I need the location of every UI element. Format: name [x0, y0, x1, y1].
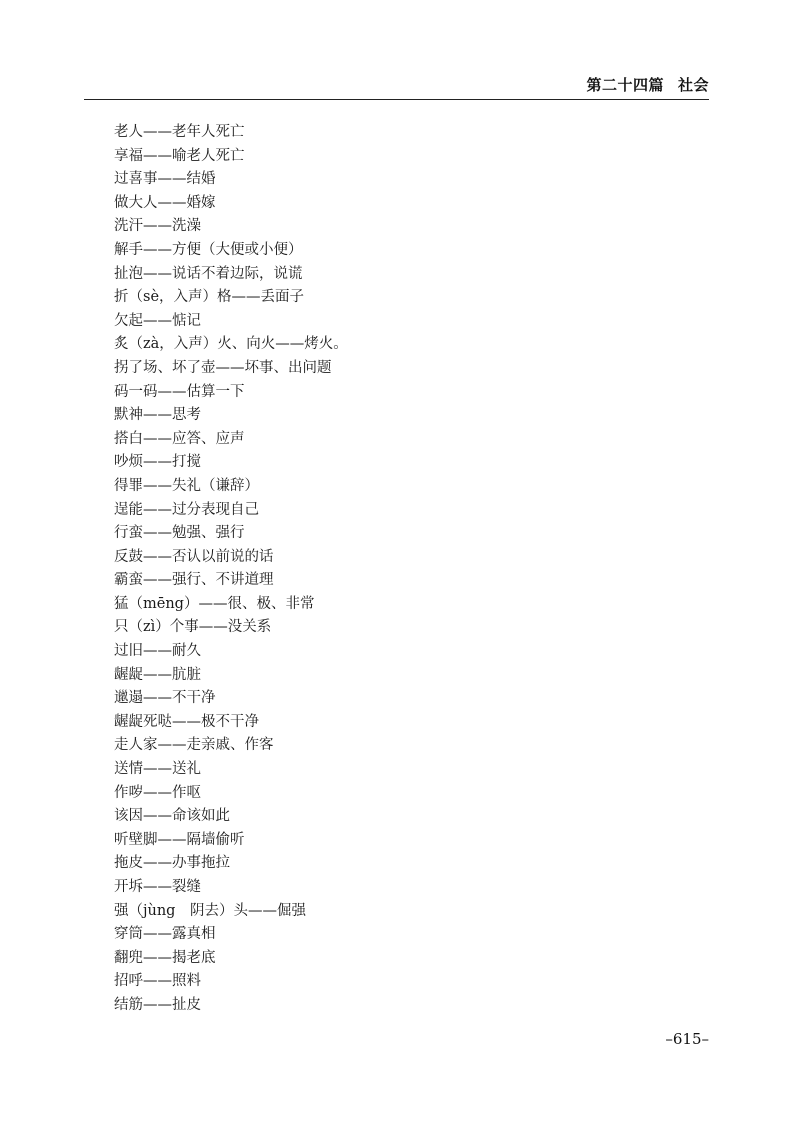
- glossary-entry: 默神——思考: [114, 407, 201, 424]
- glossary-entry: 听壁脚——隔墙偷听: [114, 831, 245, 848]
- glossary-entry: 吵烦——打搅: [114, 454, 201, 471]
- glossary-entry: 得罪——失礼（谦辞）: [114, 477, 259, 494]
- glossary-entry: 扯泡——说话不着边际，说谎: [114, 265, 303, 282]
- glossary-entry: 龌龊死哒——极不干净: [114, 713, 259, 730]
- glossary-entry: 行蛮——勉强、强行: [114, 525, 245, 542]
- glossary-entry: 走人家——走亲戚、作客: [114, 737, 274, 754]
- glossary-entry: 享福——喻老人死亡: [114, 147, 245, 164]
- glossary-entry: 邋遢——不干净: [114, 690, 216, 707]
- glossary-entry: 猛（mēng）——很、极、非常: [114, 595, 315, 612]
- glossary-list: [114, 121, 704, 1018]
- glossary-entry: 折（sè，入声）格——丢面子: [114, 289, 305, 306]
- glossary-entry: 老人——老年人死亡: [114, 124, 245, 140]
- glossary-entry: 炙（zà，入声）火、向火——烤火。: [114, 336, 348, 353]
- glossary-entry: 拖皮——办事拖拉: [114, 855, 230, 872]
- glossary-entry: 只（zì）个事——没关系: [114, 619, 272, 636]
- glossary-entry: 穿筒——露真相: [114, 926, 216, 943]
- glossary-entry: 洗汗——洗澡: [114, 218, 201, 235]
- glossary-entry: 搭白——应答、应声: [114, 430, 245, 447]
- section-title: 社会: [677, 76, 709, 94]
- glossary-entry: 龌龊——肮脏: [114, 666, 201, 683]
- glossary-entry: 作哕——作呕: [114, 784, 201, 801]
- glossary-entry: 做大人——婚嫁: [114, 194, 216, 211]
- glossary-entry: 送情——送礼: [114, 761, 201, 778]
- glossary-entry: 招呼——照料: [114, 973, 201, 990]
- glossary-entry: 解手——方便（大便或小便）: [114, 241, 303, 258]
- glossary-entry: 霸蛮——强行、不讲道理: [114, 572, 274, 589]
- chapter-title: 第二十四篇: [586, 76, 664, 94]
- page-number: –615–: [665, 1030, 709, 1048]
- glossary-entry: 该因——命该如此: [114, 808, 230, 825]
- header-rule: [84, 99, 709, 100]
- glossary-entry: 拐了场、坏了壶——坏事、出问题: [114, 359, 332, 376]
- glossary-entry: 逞能——过分表现自己: [114, 501, 259, 518]
- glossary-entry: 翻兜——揭老底: [114, 949, 216, 966]
- glossary-entry: 强（jùng 阴去）头——倔强: [114, 902, 306, 919]
- glossary-entry: 开坼——裂缝: [114, 879, 201, 895]
- glossary-entry: 码一码——估算一下: [114, 383, 245, 400]
- glossary-entry: 反鼓——否认以前说的话: [114, 548, 274, 565]
- glossary-entry: 过旧——耐久: [114, 643, 201, 660]
- glossary-entry: 过喜事——结婚: [114, 171, 216, 188]
- running-header: [586, 74, 709, 95]
- glossary-entry: 欠起——惦记: [114, 312, 201, 329]
- glossary-entry: 结筋——扯皮: [114, 996, 201, 1013]
